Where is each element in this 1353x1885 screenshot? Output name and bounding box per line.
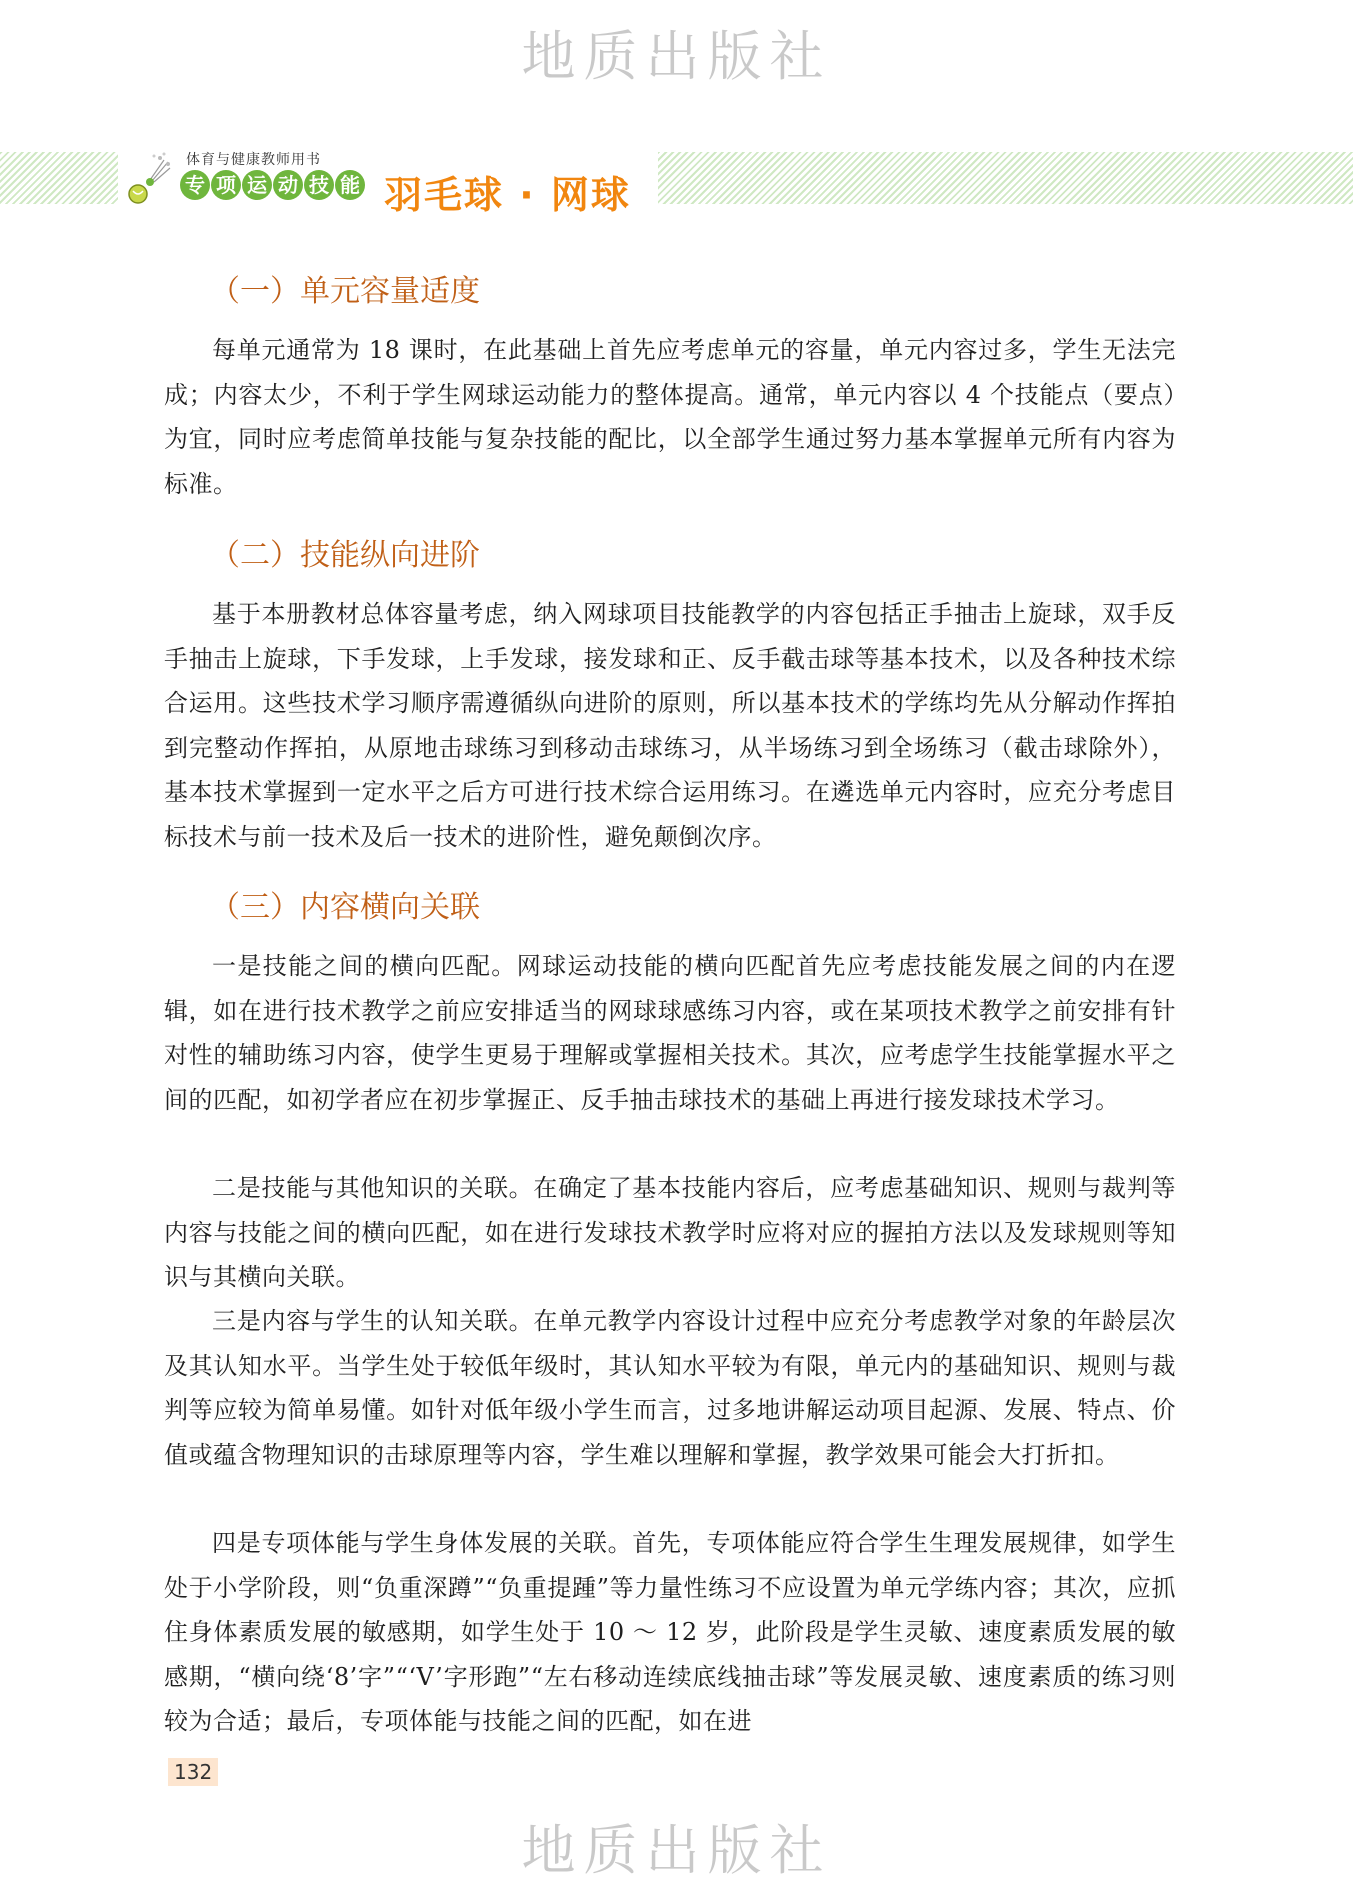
section-heading-3: （三）内容横向关联 <box>210 890 480 925</box>
sport-title: 羽毛球 · 网球 <box>384 173 631 217</box>
skill-badge: 能 <box>335 170 365 200</box>
page-number: 132 <box>168 1758 218 1786</box>
book-series-label: 体育与健康教师用书 <box>186 152 321 168</box>
watermark-top: 地质出版社 <box>521 25 832 88</box>
section-2-paragraph: 基于本册教材总体容量考虑，纳入网球项目技能教学的内容包括正手抽击上旋球，双手反手抽击上旋球，下手发球，上手发球，接发球和正、反手截击球等基本技术，以及各种技术综合运用。这些技术学习顺序需遵循纵向进阶的原则，所以基本技术的学练均先从分解动作挥拍到完整动作挥拍，从原地击球练习到移动击球练习，从半场练习到全场练习（截击球除外），基本技术掌握到一定水平之后方可进行技术综合运用练习。在遴选单元内容时，应充分考虑目标技术与前一技术及后一技术的进阶性，避免颠倒次序。 <box>164 600 1176 851</box>
section-3-paragraph-3: 三是内容与学生的认知关联。在单元教学内容设计过程中应充分考虑教学对象的年龄层次及其认知水平。当学生处于较低年级时，其认知水平较为有限，单元内的基础知识、规则与裁判等应较为简单易懂。如针对低年级小学生而言，过多地讲解运动项目起源、发展、特点、价值或蕴含物理知识的击球原理等内容，学生难以理解和掌握，教学效果可能会大打折扣。 <box>164 1307 1176 1469</box>
section-3-paragraph-4: 四是专项体能与学生身体发展的关联。首先，专项体能应符合学生生理发展规律，如学生处于小学阶段，则“负重深蹲”“负重提踵”等力量性练习不应设置为单元学练内容；其次，应抓住身体素质发展的敏感期，如学生处于 10 ～ 12 岁，此阶段是学生灵敏、速度素质发展的敏感期，“横向绕‘8’字”“‘V’字形跑”“左右移动连续底线抽击球”等发展灵敏、速度素质的练习则较为合适；最后，专项体能与技能之间的匹配，如在进 <box>164 1529 1176 1736</box>
section-heading-2: （二）技能纵向进阶 <box>210 538 480 573</box>
badminton-shuttlecock-icon <box>124 150 174 206</box>
section-1-paragraph: 每单元通常为 18 课时，在此基础上首先应考虑单元的容量，单元内容过多，学生无法完成；内容太少，不利于学生网球运动能力的整体提高。通常，单元内容以 4 个技能点（要点）为宜，同时应考虑简单技能与复杂技能的配比，以全部学生通过努力基本掌握单元所有内容为标准。 <box>164 336 1176 498</box>
skill-badge: 技 <box>304 170 334 200</box>
section-3-paragraph-1: 一是技能之间的横向匹配。网球运动技能的横向匹配首先应考虑技能发展之间的内在逻辑，如在进行技术教学之前应安排适当的网球球感练习内容，或在某项技术教学之前安排有针对性的辅助练习内容，使学生更易于理解或掌握相关技术。其次，应考虑学生技能掌握水平之间的匹配，如初学者应在初步掌握正、反手抽击球技术的基础上再进行接发球技术学习。 <box>164 952 1176 1114</box>
section-3-paragraph-2: 二是技能与其他知识的关联。在确定了基本技能内容后，应考虑基础知识、规则与裁判等内容与技能之间的横向匹配，如在进行发球技术教学时应将对应的握拍方法以及发球规则等知识与其横向关联。 <box>164 1174 1176 1292</box>
skill-badge: 动 <box>273 170 303 200</box>
skill-badge: 项 <box>211 170 241 200</box>
skill-badges <box>180 170 366 200</box>
section-heading-1: （一）单元容量适度 <box>210 274 480 309</box>
skill-badge: 专 <box>180 170 210 200</box>
watermark-bottom: 地质出版社 <box>521 1819 832 1882</box>
skill-badge: 运 <box>242 170 272 200</box>
